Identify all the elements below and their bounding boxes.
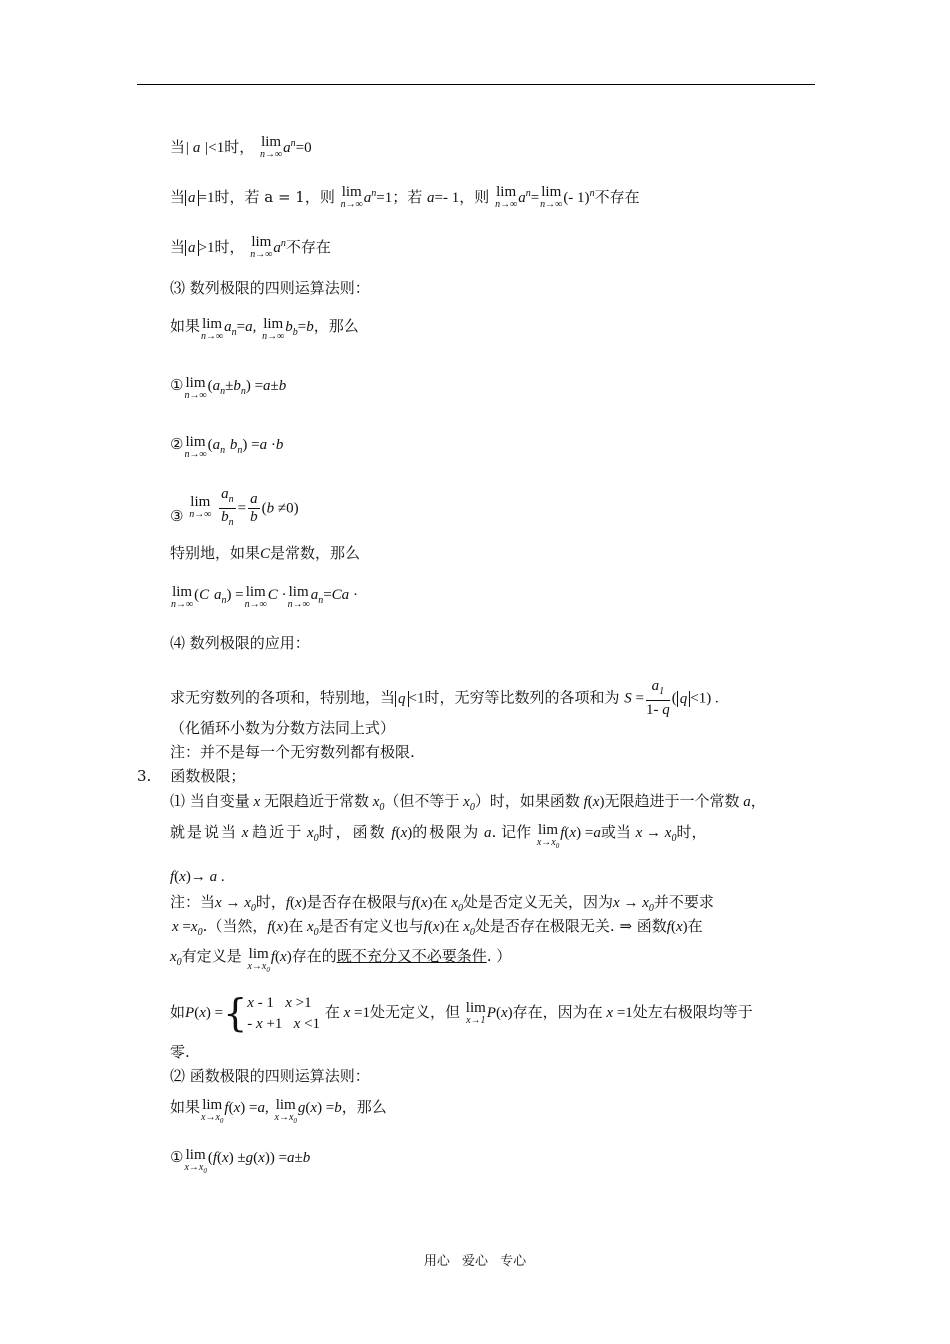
line-function-limit-def-2: 就是说当 x 趋近于 $x_0$时，函数 f(x)的极限为 a. 记作 lim $x\to x_0$ f(x) =a或当 $x \to x_0$时， [170, 822, 707, 850]
line-function-limit-def-1: ⑴ 当自变量 x 无限趋近于常数 $x_0$（但不等于 $x_0$）时，如果函数 f(x)无限趋进于一个常数 a， [170, 792, 766, 813]
line-zero: 零. [170, 1043, 190, 1061]
line-limit-abs-eq-1: 当 a =1时，若 a = 1，则 lim n→∞ $a^n=1$；若 a=- 1，则 lim n→∞ $a^n=$ lim n→∞ (- 1)$^n$不存在 [170, 184, 640, 210]
rule-quotient: ③ lim n→∞ $\frac{a_n}{b_n}$ = $\frac{a}{b}$ (b ≠0) [170, 486, 299, 528]
heading-sequence-limit-applications: ⑷ 数列极限的应用： [170, 634, 310, 652]
line-if-function-limits: 如果 lim $x\to x_0$ f(x) =a, lim $x\to x_0$ g(x) =b，那么 [170, 1097, 387, 1125]
note-function-limit-3: $x_0$有定义是 lim $x\to x_0$ f(x)存在的既不充分又不必要条件. ） [170, 946, 512, 974]
note-not-every-sequence: 注：并不是每一个无穷数列都有极限. [170, 743, 415, 761]
line-limit-abs-gt-1: 当 a >1时， lim n→∞ $a^n$不存在 [170, 234, 331, 260]
line-f-tends-to-a: f(x)→ a . [170, 869, 225, 885]
page-footer: 用心 爱心 专心 [423, 1254, 527, 1269]
line-if-limits: 如果 lim n→∞ $a_n=a$, lim n→∞ $b_b=b$，那么 [170, 316, 359, 342]
heading-function-limit-rules: ⑵ 函数极限的四则运算法则： [170, 1067, 370, 1085]
rule-product: ② lim n→∞ ($a_n$ $b_n) =a \cdot b$ [170, 434, 284, 460]
example-piecewise: 如P(x) ={ x - 1 x >1 - x +1 x <1 在 x =1处无定义，但 lim x→1 P(x)存在，因为在 x =1处左右极限均等于 [170, 991, 753, 1035]
header-rule [137, 84, 815, 85]
note-function-limit-2: $x =x_0$.（当然，f(x)在 $x_0$是否有定义也与f(x)在 $x_0$处是否存在极限无关. ⇒ 函数f(x)在 [172, 917, 703, 938]
heading-sequence-limit-rules: ⑶ 数列极限的四则运算法则： [170, 279, 370, 297]
note-repeating-decimal: （化循环小数为分数方法同上式） [170, 719, 396, 737]
rule-sum: ① lim n→∞ $(a_n\pm b_n) =a\pm b$ [170, 375, 287, 401]
rule-constant-multiple: lim n→∞ (C $a_n$) = lim n→∞ C · lim n→∞ $a_n=Ca$ · [171, 584, 358, 610]
note-function-limit-1: 注：当$x \to x_0$时，f(x)是否存在极限与f(x)在 $x_0$处是否定义无关，因为$x \to x_0$并不要求 [170, 893, 714, 914]
section-3-heading: 3. 函数极限； [137, 767, 246, 785]
function-rule-sum: ① lim $x\to x_0$ (f(x) ±g(x)) =a±b [170, 1147, 311, 1175]
line-limit-abs-lt-1: 当| a |<1时， lim n→∞ $a^n=0$ [170, 134, 312, 160]
line-infinite-series-sum: 求无穷数列的各项和，特别地，当 q <1时，无穷等比数列的各项和为 S = $\frac{a_1}{1- q}$ ( q <1) . [170, 678, 719, 718]
line-special-constant: 特别地，如果C是常数，那么 [170, 544, 361, 562]
